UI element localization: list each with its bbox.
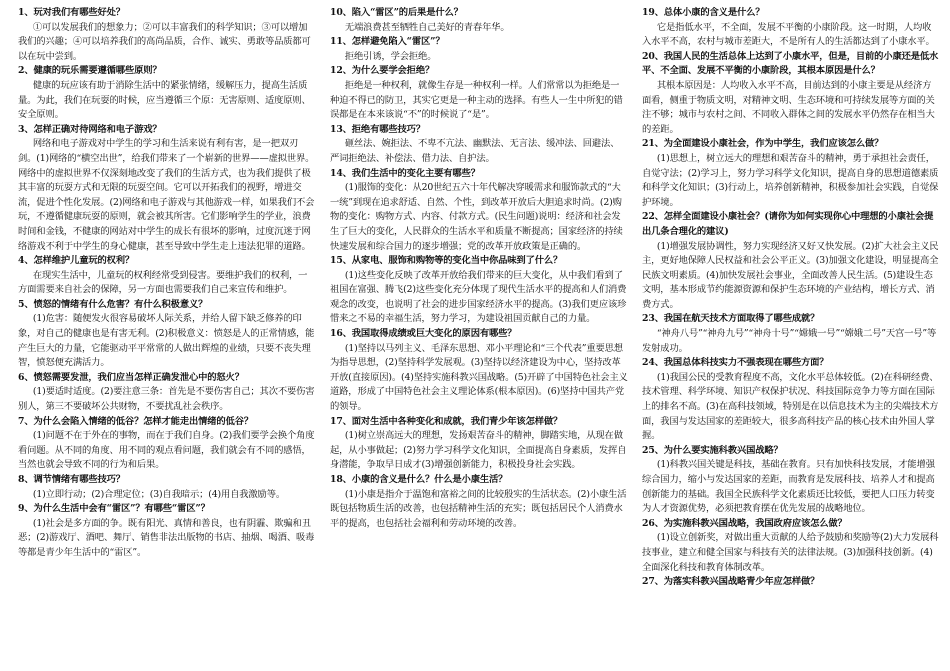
answer-paragraph: (1)小康是指介于温饱和富裕之间的比较殷实的生活状态。(2)小康生活既包括物质生活的改善，也包括精神生活的充实；既包括居民个人消费水平的提高，也包括社会福利和劳动环境的改善。	[330, 488, 627, 529]
question-heading: 23、我国在航天技术方面取得了哪些成就？	[642, 313, 820, 325]
question-heading: 1、玩对我们有哪些好处？	[18, 7, 125, 18]
question-heading: 3、怎样正确对待网络和电子游戏？	[18, 123, 162, 135]
answer-paragraph: 它是指低水平，不全面，发展不平衡的小康阶段。这一时期，人均收入水平不高，农村与城市差距大，不是所有人的生活都达到了小康水平。	[642, 21, 935, 48]
answer-paragraph: 健康的玩应该有助于消除生活中的紧张情绪，缓解压力，提高生活质量。为此，我们在玩耍的时候，应当遵循三个原：无害原则、适度原则、安全原则。	[18, 79, 311, 121]
answer-paragraph: (1)科教兴国关键是科技，基础在教育。只有加快科技发展，才能增强综合国力，缩小与发达国家的差距，而教育是发展科技、培养人才和提高创新能力的基础。我国全民族科学文化素质还比较低，要把人口压力转变为人才资源优势，必须把教育摆在优先发展的战略地位。	[642, 459, 935, 515]
text-column-middle	[330, 6, 628, 671]
answer-paragraph: (1)我国公民的受教育程度不高，文化水平总体较低。(2)在科研经费、技术管理、科学环境、知识产权保护状况、科技国际竞争力等方面在国际上的排名不高。(3)在高科技领域，特别是在以信息技术为主的尖端技术方面，我国与发达国家的差距较大，很多高科技产品的核心技术由外国人掌握。	[642, 371, 939, 442]
question-heading: 7、为什么会陷入情绪的低谷？怎样才能走出情绪的低谷？	[18, 415, 253, 427]
question-heading: 16、我国取得成绩或巨大变化的原因有哪些？	[330, 328, 517, 340]
question-heading: 14、我们生活中的变化主要有哪些？	[330, 167, 480, 179]
question-heading: 15、从家电、服饰和购物等的变化当中你品味到了什么？	[330, 255, 563, 267]
question-heading: 12、为什么要学会拒绝？	[330, 65, 435, 77]
answer-paragraph: (1)树立崇高远大的理想，发扬艰苦奋斗的精神，脚踏实地，从现在做起，从小事做起；(2)努力学习科学文化知识，全面提高自身素质，发挥自身潜能，争取早日成才(3)增强创新能力，积极投身社会实践。	[330, 430, 627, 471]
answer-paragraph: (1)思想上，树立远大的理想和艰苦奋斗的精神，勇于承担社会责任，自觉守法；(2)学习上，努力学习科学文化知识，提高自身的思想道德素质和科学文化知识；(3)行动上，培养创新精神，积极参加社会实践，自觉保护环境。	[642, 152, 939, 208]
question-heading: 22、怎样全面建设小康社会？(请你为如何实现你心中理想的小康社会提出几条合理化的建议)	[642, 211, 934, 237]
answer-paragraph: ①可以发展我们的想象力；②可以丰富我们的科学知识；③可以增加我们的兴趣；④可以培养我们的高尚品质，合作、诚实、勇敢等品质都可以在玩中尝到。	[18, 21, 311, 62]
question-heading: 11、怎样避免陷入“雷区”？	[330, 36, 445, 48]
answer-paragraph: 拒绝是一种权利，就像生存是一种权利一样。人们常常以为拒绝是一种迫不得已的防卫，其实它更是一种主动的选择。有些人一生中所犯的错误都是在本来该说“不”的时候说了“是”。	[330, 79, 623, 121]
answer-paragraph: (1)增强发展协调性，努力实现经济又好又快发展。(2)扩大社会主义民主，更好地保障人民权益和社会公平正义。(3)加强文化建设，明显提高全民族文明素质。(4)加快发展社会事业，全面改善人民生活。(5)建设生态文明，基本形成节约能源资源和保护生态环境的产业结构，增长方式、消费方式。	[642, 240, 939, 310]
answer-paragraph: “神舟八号”“神舟九号”“神舟十号”“嫦娥一号”“嫦娥二号”天宫一号”等发射成功。	[642, 328, 937, 354]
question-heading: 8、调节情绪有哪些技巧？	[18, 474, 125, 485]
answer-paragraph: 网络和电子游戏对中学生的学习和生活来说有利有害，是一把双刃剑。(1)网络的“横空出世”，给我们带来了一个崭新的世界——虚拟世界。网络中的虚拟世界不仅深刻地改变了我们的生活方式，也为我们提供了极其丰富的玩耍方式和无限的玩耍空间。它可以开拓我们的视野，增进交流，促进个性化发展。(2)网络和电子游戏与其他游戏一样，如果我们不会玩，不遵循健康玩耍的原则，就会被其所害。它们影响学生的学业，浪费时间和金钱，不健康的网站对中学生的成长有很坏的影响，过度沉迷于网络游戏不利于中学生的身心健康，甚至导致中学生走上违法犯罪的道路。	[18, 138, 315, 252]
question-heading: 13、拒绝有哪些技巧？	[330, 123, 425, 135]
question-heading: 4、怎样维护儿童玩的权利？	[18, 255, 135, 267]
answer-paragraph: 无端浪费甚至牺牲自己美好的青春年华。	[344, 21, 510, 33]
answer-paragraph: 其根本原因是：人均收入水平不高，目前达到的小康主要是从经济方面看，侧重于物质文明，对精神文明、生态环境和可持续发展等方面的关注不够；城市与农村之间、不同收入群体之间的发展水平仍然存在相当大的差距。	[642, 79, 935, 135]
question-heading: 10、陷入“雷区”的后果是什么？	[330, 7, 463, 18]
answer-paragraph: (1)这些变化反映了改革开放给我们带来的巨大变化，从中我们看到了祖国在富强、腾飞(2)这些变化充分体现了现代生活水平的提高和人们消费观念的改变，也说明了社会的进步国家经济水平的提高。(3)我们更应该珍惜来之不易的幸福生活，努力学习，为建设祖国贡献自己的力量。	[330, 269, 627, 325]
answer-paragraph: (1)坚持以马列主义、毛泽东思想、邓小平理论和“三个代表”重要思想为指导思想，(2)坚持科学发展观。(3)坚持以经济建设为中心，坚持改革开放(直接原因)。(4)坚持实施科教兴国战略。(5)开辟了中国特色社会主义道路，形成了中国特色社会主义理论体系(根本原因)。(6)坚持中国共产党的领导。	[330, 342, 628, 413]
text-column-left	[18, 6, 316, 671]
answer-paragraph: (1)服饰的变化：从20世纪五六十年代解决穿暖需求和服饰款式的“大一统”到现在追求舒适、自然、个性，到改革开放后大胆追求时尚。(2)购物的变化：购物方式、内容、付款方式。(民生问题)说明：经济和社会发生了巨大的变化，人民群众的生活水平和质量不断提高；国家经济的持续快速发展和综合国力的逐步增强；党的改革开放政策是正确的。	[330, 182, 623, 252]
answer-paragraph: 砸丝法、婉拒法、不卑不亢法、幽默法、无言法、缓冲法、回避法、严词拒绝法、补偿法、借力法、自护法。	[330, 138, 620, 164]
question-heading: 6、愤怒需要发泄，我们应当怎样正确发泄心中的怒火？	[18, 371, 244, 383]
question-heading: 27、为落实科教兴国战略青少年应怎样做？	[642, 576, 820, 588]
answer-paragraph: (1)问题不在于外在的事物，而在于我们自身。(2)我们要学会换个角度看问题。从不同的角度、用不同的观点看问题，我们就会有不同的感悟，当然也就会导致不同的行为和后果。	[18, 430, 315, 471]
question-heading: 25、为什么要实施科教兴国战略？	[642, 444, 783, 456]
answer-paragraph: 拒绝引诱，学会拒绝。	[344, 50, 437, 62]
question-heading: 24、我国总体科技实力不强表现在哪些方面？	[642, 357, 829, 369]
answer-paragraph: (1)要适时适度。(2)要注意三条：首先是不要伤害自己；其次不要伤害别人，第三不要破坏公共财物，不要扰乱社会秩序。	[18, 386, 315, 413]
question-heading: 19、总体小康的含义是什么？	[642, 7, 765, 18]
text-column-right	[642, 6, 940, 671]
answer-paragraph: (1)危害：随便发火很容易破坏人际关系，并给人留下缺乏修养的印象，对自己的健康也是有害无利。(2)积极意义：愤怒是人的正常情感，能产生巨大的力量，它能驱动平平常常的人做出辉煌的业绩，只要不丧失理智，愤怒便充满活力。	[18, 313, 315, 369]
question-heading: 26、为实施科教兴国战略，我国政府应该怎么做？	[642, 517, 847, 529]
question-heading: 20、我国人民的生活总体上达到了小康水平，但是，目前的小康还是低水平、不全面、发展不平衡的小康阶段，其根本原因是什么？	[642, 50, 939, 77]
question-heading: 2、健康的玩乐需要遵循哪些原则？	[18, 65, 162, 77]
question-heading: 9、为什么生活中会有“雷区”？有哪些“雷区”？	[18, 503, 210, 515]
question-heading: 21、为全面建设小康社会，作为中学生，我们应该怎么做？	[642, 138, 884, 150]
question-heading: 17、面对生活中各种变化和成就，我们青少年该怎样做？	[330, 415, 563, 427]
answer-paragraph: (1)设立创新奖，对做出重大贡献的人给予鼓励和奖励等(2)大力发展科技事业，建立和健全国家与科技有关的法律法规。(3)加强科技创新。(4)全面深化科技和教育体制改革。	[642, 532, 939, 573]
answer-paragraph: (1)立即行动；(2)合理定位；(3)自我暗示；(4)用自我激励等。	[32, 488, 285, 500]
question-heading: 18、小康的含义是什么？什么是小康生活？	[330, 474, 508, 485]
answer-paragraph: 在现实生活中，儿童玩的权利经常受到侵害。要维护我们的权利，一方面需要来自社会的保障，另一方面也需要我们自己来宣传和维护。	[18, 269, 308, 296]
answer-paragraph: (1)社会是多方面的争。既有阳光、真情和善良，也有阴霾、欺骗和丑恶；(2)游戏厅、酒吧、舞厅、销售非法出版物的书店、抽烟、喝酒、吸毒等都是青少年生活中的“雷区”。	[18, 517, 315, 558]
question-heading: 5、愤怒的情绪有什么危害？有什么积极意义？	[18, 298, 208, 310]
